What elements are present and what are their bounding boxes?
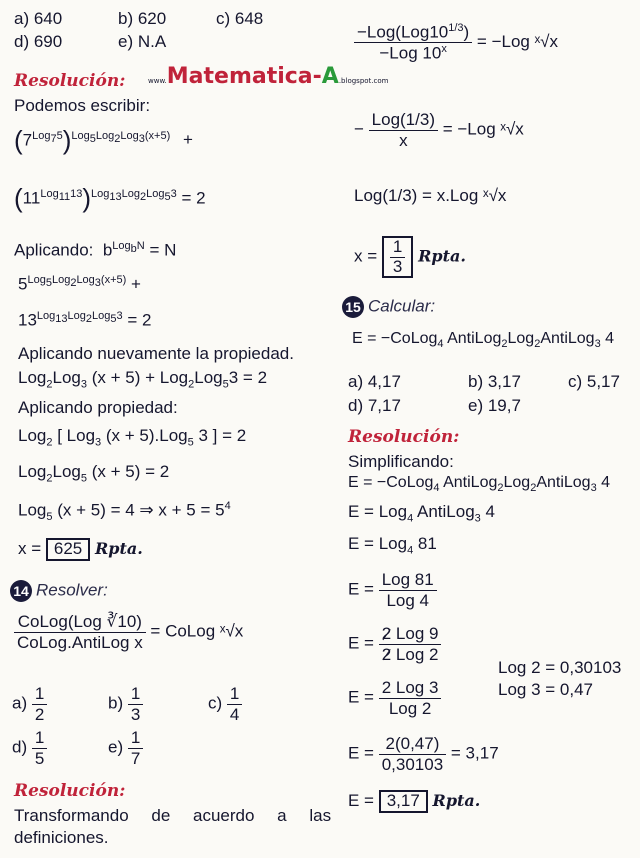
p15-option-a: a) 4,17 <box>348 372 401 391</box>
log3-value: Log 3 = 0,47 <box>498 680 594 699</box>
problem-14-header: 14 Resolver: <box>10 580 108 602</box>
aplicando-nuevamente: Aplicando nuevamente la propiedad. <box>18 344 294 363</box>
p15-option-d: d) 7,17 <box>348 396 401 415</box>
equation-1b: $(11^{Log_{11}13})^{Log_{13}Log_2Log_53} = 2$ <box>14 183 206 213</box>
simplificando-text: Simplificando: <box>348 452 454 471</box>
answer-14: x = $\frac{1}{3}$ Rpta. <box>354 236 466 278</box>
option-b: b) 620 <box>118 9 167 28</box>
problem-number-badge: 14 <box>10 580 32 602</box>
log2-value: Log 2 = 0,30103 <box>498 658 622 677</box>
equation-1a: $(7^{Log_75})^{Log_5Log_2Log_3(x+5)}$ + <box>14 125 193 155</box>
definiciones-text: definiciones. <box>14 828 109 847</box>
step-s1: E = −CoLog$_4$ AntiLog$_2$Log$_2$AntiLog$_3$ 4 <box>348 474 611 495</box>
problem-number-badge: 15 <box>342 296 364 318</box>
transformando-text: Transformando de acuerdo a las <box>14 806 332 825</box>
aplicando-line: Aplicando: $b^{Log_bN} = N$ <box>14 240 177 260</box>
option-c: c) 648 <box>216 9 264 28</box>
p15-option-c: c) 5,17 <box>568 372 620 391</box>
p15-option-e: e) 19,7 <box>468 396 521 415</box>
answer-box: 625 <box>46 538 90 561</box>
problem-14-equation: $\frac{\text{CoLog(Log ∛10)}}{\text{CoLog.AntiLog x}}$ = CoLog ˣ√x <box>14 612 243 652</box>
resolucion-heading-15: Resolución: <box>348 427 460 447</box>
p15-option-b: b) 3,17 <box>468 372 521 391</box>
equation-2b: $13^{Log_{13}Log_2Log_53} = 2$ <box>18 310 152 330</box>
answer-box-15: 3,17 <box>379 790 428 813</box>
option-d: d) 690 <box>14 32 63 51</box>
option-a: a) 640 <box>14 9 63 28</box>
resolucion-heading-14: Resolución: <box>14 781 126 801</box>
equation-3: Log$_2$Log$_3$ (x + 5) + Log$_2$Log$_5$3 = 2 <box>18 368 268 391</box>
p14-option-c: c) $\frac{1}{4}$ <box>208 684 242 724</box>
answer-13: x = 625 Rpta. <box>18 538 143 561</box>
equation-6: Log$_5$ (x + 5) = 4 ⇒ $x + 5 = 5^4$ <box>18 500 231 524</box>
problem-15-header: 15 Calcular: <box>342 296 435 318</box>
step-r1: $\frac{-Log(Log10^{1/3})}{-Log 10^x}$ = −Log ˣ√x <box>354 22 558 63</box>
step-s5: E = $\frac{\text{2 Log 9}}{\text{2 Log 2}}$ <box>348 624 441 664</box>
equation-4: Log$_2$ [ Log$_3$ (x + 5).Log$_5$ 3 ] = 2 <box>18 426 247 449</box>
answer-15: E = 3,17 Rpta. <box>348 790 480 813</box>
step-s6: E = $\frac{\text{2 Log 3}}{\text{Log 2}}$ <box>348 678 441 718</box>
problem-15-equation: E = −CoLog$_4$ AntiLog$_2$Log$_2$AntiLog$_3$ 4 <box>352 330 615 351</box>
site-logo: www.Matematica-A.blogspot.com <box>148 64 389 89</box>
step-s7: E = $\frac{2(0,47)}{0,30103}$ = 3,17 <box>348 734 499 774</box>
step-s2: E = Log$_4$ AntiLog$_3$ 4 <box>348 502 495 525</box>
resolucion-heading: Resolución: <box>14 71 126 91</box>
step-r3: Log(1/3) = x.Log ˣ√x <box>354 186 507 205</box>
equation-2a: $5^{Log_5Log_2Log_3(x+5)}$ + <box>18 274 141 294</box>
answer-box-14: $\frac{1}{3}$ <box>382 236 413 278</box>
option-e: e) N.A <box>118 32 167 51</box>
equation-5: Log$_2$Log$_5$ (x + 5) = 2 <box>18 462 170 485</box>
step-s3: E = Log$_4$ 81 <box>348 534 437 557</box>
aplicando-propiedad: Aplicando propiedad: <box>18 398 178 417</box>
p14-option-b: b) $\frac{1}{3}$ <box>108 684 143 724</box>
step-s4: E = $\frac{\text{Log 81}}{\text{Log 4}}$ <box>348 570 437 610</box>
p14-option-a: a) $\frac{1}{2}$ <box>12 684 47 724</box>
p14-option-d: d) $\frac{1}{5}$ <box>12 728 47 768</box>
p14-option-e: e) $\frac{1}{7}$ <box>108 728 143 768</box>
step-r2: − $\frac{\text{Log(1/3)}}{x}$ = −Log ˣ√x <box>354 110 524 150</box>
podemos-text: Podemos escribir: <box>14 96 151 115</box>
